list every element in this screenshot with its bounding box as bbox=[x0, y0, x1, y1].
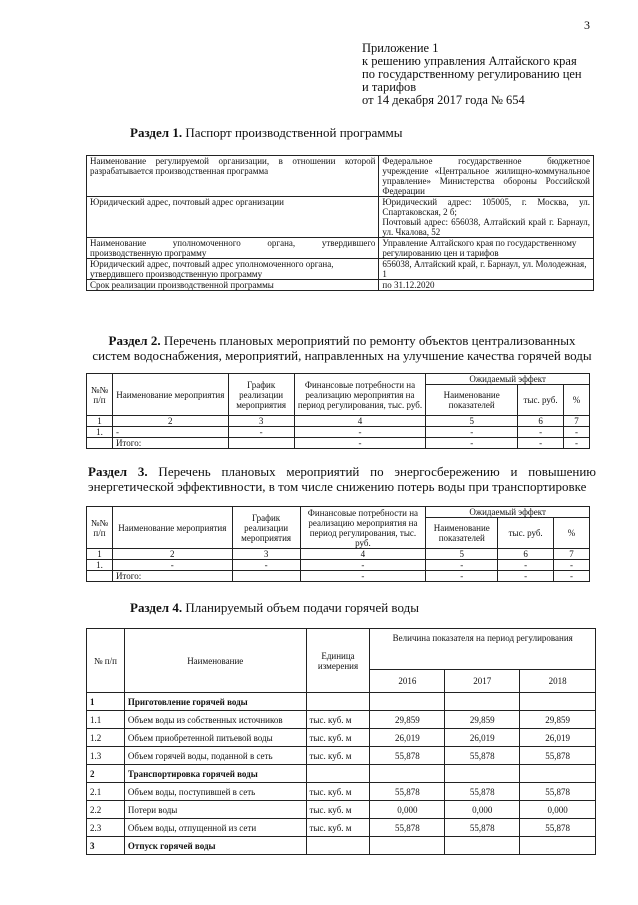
row-num: 2 bbox=[87, 765, 125, 783]
table-row bbox=[87, 156, 594, 197]
table-cell: - bbox=[498, 560, 554, 571]
table-row bbox=[87, 837, 596, 855]
passport-value bbox=[379, 197, 594, 238]
col-header-year: 2016 bbox=[370, 670, 445, 693]
row-value: 0,000 bbox=[370, 801, 445, 819]
row-value bbox=[520, 693, 596, 711]
col-number: 6 bbox=[498, 549, 554, 560]
col-number: 5 bbox=[426, 416, 518, 427]
row-unit: тыс. куб. м bbox=[306, 819, 370, 837]
col-number: 1 bbox=[87, 549, 113, 560]
table-row bbox=[87, 238, 594, 259]
table-cell: - bbox=[294, 438, 426, 449]
table-row bbox=[87, 819, 596, 837]
table-row bbox=[87, 438, 590, 449]
table-cell: - bbox=[300, 571, 426, 582]
row-value: 55,878 bbox=[370, 783, 445, 801]
table-cell: - bbox=[426, 427, 518, 438]
table-cell: 1. bbox=[87, 427, 113, 438]
passport-label: Наименование регулируемой организации, в отношении которой разрабатывается производственная программа bbox=[87, 156, 379, 197]
col-number: 7 bbox=[554, 549, 590, 560]
row-value: 29,859 bbox=[520, 711, 596, 729]
row-num: 3 bbox=[87, 837, 125, 855]
table-cell: - bbox=[232, 560, 300, 571]
table-row bbox=[87, 549, 590, 560]
table-row bbox=[87, 280, 594, 291]
col-header-year: 2017 bbox=[445, 670, 520, 693]
page-number: 3 bbox=[584, 18, 590, 32]
row-unit: тыс. куб. м bbox=[306, 747, 370, 765]
section2-title-bold: Раздел 2. bbox=[108, 333, 161, 348]
col-number: 5 bbox=[426, 549, 498, 560]
table-cell bbox=[232, 571, 300, 582]
row-name: Отпуск горячей воды bbox=[124, 837, 306, 855]
col-header-finance: Финансовые потребности на реализацию мероприятия на период регулирования, тыс. руб. bbox=[300, 507, 426, 549]
table-cell: - bbox=[554, 560, 590, 571]
row-unit: тыс. куб. м bbox=[306, 801, 370, 819]
appendix-header bbox=[362, 42, 622, 107]
col-header-effect: Ожидаемый эффект bbox=[426, 507, 590, 518]
total-label: Итого: bbox=[112, 438, 228, 449]
table-row bbox=[87, 416, 590, 427]
row-name: Приготовление горячей воды bbox=[124, 693, 306, 711]
table-header-row bbox=[87, 629, 596, 670]
row-name: Транспортировка горячей воды bbox=[124, 765, 306, 783]
appendix-line: к решению управления Алтайского края bbox=[362, 54, 577, 68]
appendix-line: от 14 декабря 2017 года № 654 bbox=[362, 93, 525, 107]
row-value: 55,878 bbox=[445, 783, 520, 801]
row-num: 1.1 bbox=[87, 711, 125, 729]
section3-title-text: Перечень плановых мероприятий по энергосбережению и повышению энергетической эффективности, в том числе снижению потерь воды при транспортировке bbox=[88, 464, 596, 494]
row-value bbox=[520, 765, 596, 783]
row-value bbox=[445, 837, 520, 855]
passport-value: 656038, Алтайский край, г. Барнаул, ул. Молодежная, 1 bbox=[379, 259, 594, 280]
table-row bbox=[87, 783, 596, 801]
section1-title-text: Паспорт производственной программы bbox=[182, 125, 403, 140]
passport-label: Юридический адрес, почтовый адрес организации bbox=[87, 197, 379, 238]
table-row bbox=[87, 729, 596, 747]
table-cell: - bbox=[564, 427, 590, 438]
appendix-line: и тарифов bbox=[362, 80, 417, 94]
section3-table bbox=[86, 506, 590, 582]
passport-value: Управление Алтайского края по государственному регулированию цен и тарифов bbox=[379, 238, 594, 259]
row-unit bbox=[306, 837, 370, 855]
table-cell: - bbox=[426, 438, 518, 449]
table-cell: - bbox=[112, 427, 228, 438]
section2-title bbox=[88, 333, 596, 363]
row-unit bbox=[306, 693, 370, 711]
row-unit: тыс. куб. м bbox=[306, 729, 370, 747]
table-header-row bbox=[87, 374, 590, 385]
row-value: 0,000 bbox=[445, 801, 520, 819]
col-header-indicator: Наименование показателей bbox=[426, 518, 498, 549]
col-number: 6 bbox=[518, 416, 564, 427]
table-row bbox=[87, 747, 596, 765]
col-header-num: № п/п bbox=[87, 629, 125, 693]
appendix-line: по государственному регулированию цен bbox=[362, 67, 582, 81]
table-cell: - bbox=[564, 438, 590, 449]
section3-title bbox=[88, 464, 596, 494]
row-unit: тыс. куб. м bbox=[306, 711, 370, 729]
col-header-name: Наименование мероприятия bbox=[112, 374, 228, 416]
table-row bbox=[87, 197, 594, 238]
row-name: Потери воды bbox=[124, 801, 306, 819]
table-row bbox=[87, 427, 590, 438]
col-header-name: Наименование мероприятия bbox=[112, 507, 232, 549]
row-num: 1 bbox=[87, 693, 125, 711]
volume-table bbox=[86, 628, 596, 855]
col-number: 7 bbox=[564, 416, 590, 427]
col-header-rub: тыс. руб. bbox=[498, 518, 554, 549]
table-cell: - bbox=[300, 560, 426, 571]
row-value bbox=[445, 765, 520, 783]
row-value bbox=[370, 765, 445, 783]
col-header-rub: тыс. руб. bbox=[518, 385, 564, 416]
row-unit bbox=[306, 765, 370, 783]
table-cell bbox=[228, 438, 294, 449]
col-header-schedule: График реализации мероприятия bbox=[228, 374, 294, 416]
section1-title bbox=[130, 125, 402, 141]
table-cell: 1. bbox=[87, 560, 113, 571]
table-row bbox=[87, 711, 596, 729]
row-value bbox=[370, 693, 445, 711]
legal-address: Юридический адрес: 105005, г. Москва, ул. Спартаковская, 2 б; bbox=[382, 197, 590, 217]
col-header-unit: Единица измерения bbox=[306, 629, 370, 693]
row-value bbox=[445, 693, 520, 711]
col-number: 4 bbox=[300, 549, 426, 560]
total-label: Итого: bbox=[112, 571, 232, 582]
table-cell: - bbox=[112, 560, 232, 571]
col-header-schedule: График реализации мероприятия bbox=[232, 507, 300, 549]
table-cell: - bbox=[498, 571, 554, 582]
table-row bbox=[87, 571, 590, 582]
col-header-pct: % bbox=[554, 518, 590, 549]
passport-table bbox=[86, 155, 594, 291]
row-value: 26,019 bbox=[445, 729, 520, 747]
row-value: 55,878 bbox=[520, 819, 596, 837]
col-header-period: Величина показателя на период регулирования bbox=[370, 629, 596, 670]
col-number: 4 bbox=[294, 416, 426, 427]
table-row bbox=[87, 560, 590, 571]
table-row bbox=[87, 801, 596, 819]
col-number: 3 bbox=[232, 549, 300, 560]
col-number: 2 bbox=[112, 416, 228, 427]
col-header-num: №№ п/п bbox=[87, 507, 113, 549]
row-name: Объем приобретенной питьевой воды bbox=[124, 729, 306, 747]
postal-address: Почтовый адрес: 656038, Алтайский край г. Барнаул, ул. Чкалова, 52 bbox=[382, 217, 590, 237]
section4-title bbox=[130, 600, 419, 616]
row-value: 26,019 bbox=[370, 729, 445, 747]
table-cell: - bbox=[426, 571, 498, 582]
passport-label: Юридический адрес, почтовый адрес уполномоченного органа, утвердившего производственную программу bbox=[87, 259, 379, 280]
row-name: Объем воды, отпущенной из сети bbox=[124, 819, 306, 837]
row-name: Объем воды из собственных источников bbox=[124, 711, 306, 729]
row-num: 2.1 bbox=[87, 783, 125, 801]
col-header-effect: Ожидаемый эффект bbox=[426, 374, 590, 385]
row-value: 55,878 bbox=[445, 747, 520, 765]
col-header-name: Наименование bbox=[124, 629, 306, 693]
appendix-line: Приложение 1 bbox=[362, 41, 439, 55]
row-value bbox=[370, 837, 445, 855]
row-value: 55,878 bbox=[370, 747, 445, 765]
row-num: 1.2 bbox=[87, 729, 125, 747]
col-header-pct: % bbox=[564, 385, 590, 416]
row-value: 55,878 bbox=[520, 783, 596, 801]
row-name: Объем воды, поступившей в сеть bbox=[124, 783, 306, 801]
col-number: 2 bbox=[112, 549, 232, 560]
row-value: 0,000 bbox=[520, 801, 596, 819]
section2-table bbox=[86, 373, 590, 449]
row-value: 26,019 bbox=[520, 729, 596, 747]
table-cell: - bbox=[554, 571, 590, 582]
row-value bbox=[520, 837, 596, 855]
table-cell bbox=[87, 438, 113, 449]
passport-label: Наименование уполномоченного органа, утвердившего производственную программу bbox=[87, 238, 379, 259]
col-number: 3 bbox=[228, 416, 294, 427]
table-cell: - bbox=[426, 560, 498, 571]
table-cell bbox=[87, 571, 113, 582]
row-value: 55,878 bbox=[370, 819, 445, 837]
row-name: Объем горячей воды, поданной в сеть bbox=[124, 747, 306, 765]
row-value: 29,859 bbox=[445, 711, 520, 729]
passport-value: Федеральное государственное бюджетное учреждение «Центральное жилищно-коммунальное управление» Министерства обороны Российской Федерации bbox=[379, 156, 594, 197]
passport-value: по 31.12.2020 bbox=[379, 280, 594, 291]
row-unit: тыс. куб. м bbox=[306, 783, 370, 801]
col-number: 1 bbox=[87, 416, 113, 427]
table-cell: - bbox=[228, 427, 294, 438]
table-header-row bbox=[87, 507, 590, 518]
table-cell: - bbox=[518, 427, 564, 438]
section2-title-text: Перечень плановых мероприятий по ремонту объектов централизованных систем водоснабжения, мероприятий, направленных на улучшение качества горячей воды bbox=[92, 333, 592, 363]
col-header-num: №№ п/п bbox=[87, 374, 113, 416]
col-header-indicator: Наименование показателей bbox=[426, 385, 518, 416]
table-row bbox=[87, 765, 596, 783]
row-value: 55,878 bbox=[520, 747, 596, 765]
row-value: 29,859 bbox=[370, 711, 445, 729]
passport-label: Срок реализации производственной программы bbox=[87, 280, 379, 291]
col-header-finance: Финансовые потребности на реализацию мероприятия на период регулирования, тыс. руб. bbox=[294, 374, 426, 416]
table-cell: - bbox=[294, 427, 426, 438]
section3-title-bold: Раздел 3. bbox=[88, 464, 148, 479]
section4-title-text: Планируемый объем подачи горячей воды bbox=[182, 600, 419, 615]
row-num: 2.2 bbox=[87, 801, 125, 819]
row-value: 55,878 bbox=[445, 819, 520, 837]
row-num: 2.3 bbox=[87, 819, 125, 837]
col-header-year: 2018 bbox=[520, 670, 596, 693]
section1-title-bold: Раздел 1. bbox=[130, 125, 183, 140]
section4-title-bold: Раздел 4. bbox=[130, 600, 183, 615]
row-num: 1.3 bbox=[87, 747, 125, 765]
table-row bbox=[87, 693, 596, 711]
table-cell: - bbox=[518, 438, 564, 449]
table-row bbox=[87, 259, 594, 280]
